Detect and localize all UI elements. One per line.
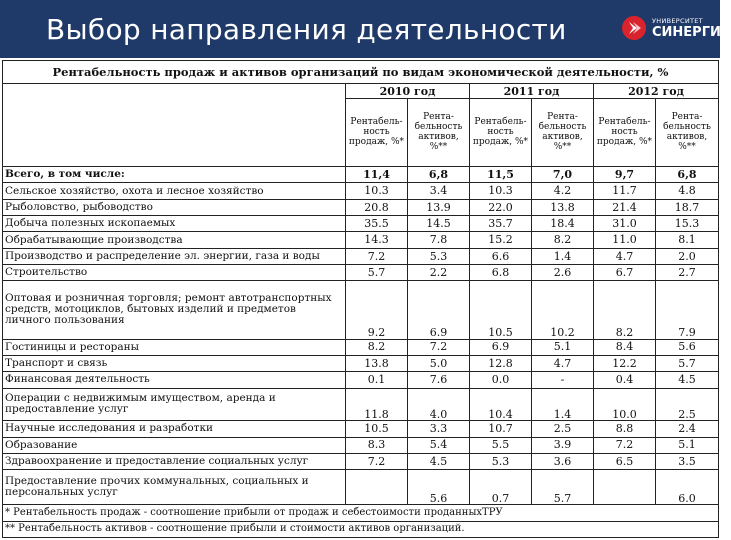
value-cell: 7.2 [346, 248, 408, 264]
value-cell: 10.3 [470, 183, 532, 199]
row-label: Строительство [3, 265, 346, 281]
value-cell: 6.5 [594, 453, 656, 469]
sub-header: Рента-бельность активов, %** [408, 99, 470, 167]
value-cell: 6.7 [594, 265, 656, 281]
row-label: Обрабатывающие производства [3, 232, 346, 248]
value-cell: 6.9 [408, 281, 470, 339]
value-cell: 11.7 [594, 183, 656, 199]
value-cell: 5.1 [656, 437, 719, 453]
value-cell: 7.9 [656, 281, 719, 339]
value-cell: 11,4 [346, 167, 408, 183]
row-label: Научные исследования и разработки [3, 421, 346, 437]
value-cell: 2.2 [408, 265, 470, 281]
value-cell: 8.8 [594, 421, 656, 437]
value-cell [346, 470, 408, 505]
value-cell: 0.4 [594, 372, 656, 388]
row-label: Производство и распределение эл. энергии, газа и воды [3, 248, 346, 264]
value-cell: 13.8 [346, 355, 408, 371]
sub-header: Рента-бельность активов, %** [656, 99, 719, 167]
value-cell: 2.5 [532, 421, 594, 437]
table-row [3, 265, 719, 281]
value-cell: 7.2 [594, 437, 656, 453]
value-cell: 5.4 [408, 437, 470, 453]
value-cell: 10.3 [346, 183, 408, 199]
sub-header: Рента-бельность активов, %** [532, 99, 594, 167]
footnote-row [3, 521, 719, 537]
table-title-row [3, 61, 719, 84]
value-cell: 5.6 [656, 339, 719, 355]
row-label: Оптовая и розничная торговля; ремонт автотранспортных средств, мотоциклов, бытовых изделий и предметов личного пользования [3, 281, 346, 339]
value-cell: 5.7 [346, 265, 408, 281]
value-cell: 1.4 [532, 248, 594, 264]
table-row [3, 470, 719, 505]
table-row [3, 167, 719, 183]
value-cell: 5.5 [470, 437, 532, 453]
value-cell: 7.8 [408, 232, 470, 248]
value-cell: 5.3 [470, 453, 532, 469]
value-cell: 9,7 [594, 167, 656, 183]
value-cell [594, 470, 656, 505]
value-cell: 7,0 [532, 167, 594, 183]
synergy-logo-icon [622, 16, 646, 40]
year-header-row [3, 84, 719, 99]
value-cell: 6,8 [656, 167, 719, 183]
sub-header: Рентабель-ность продаж, %* [346, 99, 408, 167]
value-cell: 4.7 [594, 248, 656, 264]
table-row [3, 355, 719, 371]
table-row [3, 216, 719, 232]
row-label: Операции с недвижимым имуществом, аренда и предоставление услуг [3, 388, 346, 421]
row-label: Всего, в том числе: [3, 167, 346, 183]
row-label: Рыболовство, рыбоводство [3, 199, 346, 215]
value-cell: 7.2 [346, 453, 408, 469]
sub-header: Рентабель-ность продаж, %* [470, 99, 532, 167]
value-cell: 4.2 [532, 183, 594, 199]
value-cell: 4.5 [656, 372, 719, 388]
row-label: Гостиницы и рестораны [3, 339, 346, 355]
value-cell: 18.4 [532, 216, 594, 232]
value-cell: 35.7 [470, 216, 532, 232]
value-cell: 11.0 [594, 232, 656, 248]
table-row [3, 339, 719, 355]
value-cell: 6.8 [470, 265, 532, 281]
title-bar [0, 0, 731, 58]
value-cell: 10.4 [470, 388, 532, 421]
value-cell: 3.9 [532, 437, 594, 453]
table-row [3, 388, 719, 421]
value-cell: 8.1 [656, 232, 719, 248]
row-label: Финансовая деятельность [3, 372, 346, 388]
value-cell: 18.7 [656, 199, 719, 215]
row-label: Транспорт и связь [3, 355, 346, 371]
year-header: 2011 год [470, 84, 594, 99]
value-cell: 11,5 [470, 167, 532, 183]
value-cell: 0.1 [346, 372, 408, 388]
value-cell: 4.8 [656, 183, 719, 199]
value-cell: 10.5 [346, 421, 408, 437]
value-cell: 2.7 [656, 265, 719, 281]
value-cell: 6.9 [470, 339, 532, 355]
value-cell: 10.5 [470, 281, 532, 339]
value-cell: 22.0 [470, 199, 532, 215]
table-row [3, 183, 719, 199]
value-cell: 31.0 [594, 216, 656, 232]
value-cell: - [532, 372, 594, 388]
value-cell: 35.5 [346, 216, 408, 232]
year-header: 2012 год [594, 84, 719, 99]
table-row [3, 199, 719, 215]
value-cell: 2.4 [656, 421, 719, 437]
label-header-cell [3, 84, 346, 167]
value-cell: 10.2 [532, 281, 594, 339]
value-cell: 13.9 [408, 199, 470, 215]
value-cell: 7.6 [408, 372, 470, 388]
row-label: Здравоохранение и предоставление социальных услуг [3, 453, 346, 469]
table-row [3, 437, 719, 453]
table-row [3, 372, 719, 388]
value-cell: 8.3 [346, 437, 408, 453]
value-cell: 4.7 [532, 355, 594, 371]
value-cell: 11.8 [346, 388, 408, 421]
value-cell: 14.5 [408, 216, 470, 232]
value-cell: 7.2 [408, 339, 470, 355]
logo-name: СИНЕРГИЯ [652, 25, 731, 40]
value-cell: 12.8 [470, 355, 532, 371]
table-row [3, 248, 719, 264]
year-header: 2010 год [346, 84, 470, 99]
value-cell: 9.2 [346, 281, 408, 339]
value-cell: 15.3 [656, 216, 719, 232]
table-row [3, 421, 719, 437]
footnote-row [3, 505, 719, 521]
row-label: Сельское хозяйство, охота и лесное хозяйство [3, 183, 346, 199]
sub-header: Рентабель-ность продаж, %* [594, 99, 656, 167]
value-cell: 5.0 [408, 355, 470, 371]
value-cell: 8.2 [532, 232, 594, 248]
value-cell: 0.0 [470, 372, 532, 388]
value-cell: 4.5 [408, 453, 470, 469]
value-cell: 5.7 [656, 355, 719, 371]
value-cell: 15.2 [470, 232, 532, 248]
value-cell: 3.3 [408, 421, 470, 437]
value-cell: 3.5 [656, 453, 719, 469]
value-cell: 6,8 [408, 167, 470, 183]
value-cell: 6.0 [656, 470, 719, 505]
value-cell: 14.3 [346, 232, 408, 248]
value-cell: 0.7 [470, 470, 532, 505]
value-cell: 3.6 [532, 453, 594, 469]
value-cell: 5.6 [408, 470, 470, 505]
value-cell: 5.7 [532, 470, 594, 505]
row-label: Добыча полезных ископаемых [3, 216, 346, 232]
value-cell: 8.2 [346, 339, 408, 355]
value-cell: 10.7 [470, 421, 532, 437]
document-table-scan [2, 60, 718, 538]
table-row [3, 453, 719, 469]
value-cell: 1.4 [532, 388, 594, 421]
value-cell: 21.4 [594, 199, 656, 215]
value-cell: 13.8 [532, 199, 594, 215]
value-cell: 12.2 [594, 355, 656, 371]
profitability-table [2, 60, 719, 538]
value-cell: 8.2 [594, 281, 656, 339]
table-row [3, 281, 719, 339]
row-label: Предоставление прочих коммунальных, социальных и персональных услуг [3, 470, 346, 505]
value-cell: 6.6 [470, 248, 532, 264]
value-cell: 8.4 [594, 339, 656, 355]
logo-caption: УНИВЕРСИТЕТ [652, 17, 703, 25]
page-title: Выбор направления деятельности [46, 13, 567, 46]
university-logo [622, 16, 731, 42]
value-cell: 2.6 [532, 265, 594, 281]
footnote: * Рентабельность продаж - соотношение прибыли от продаж и себестоимости проданныхТРУ [3, 505, 719, 521]
value-cell: 10.0 [594, 388, 656, 421]
table-title: Рентабельность продаж и активов организаций по видам экономической деятельности, % [3, 61, 719, 84]
footnote: ** Рентабельность активов - соотношение прибыли и стоимости активов организаций. [3, 521, 719, 537]
value-cell: 3.4 [408, 183, 470, 199]
value-cell: 4.0 [408, 388, 470, 421]
value-cell: 2.0 [656, 248, 719, 264]
table-row [3, 232, 719, 248]
row-label: Образование [3, 437, 346, 453]
value-cell: 2.5 [656, 388, 719, 421]
value-cell: 20.8 [346, 199, 408, 215]
value-cell: 5.1 [532, 339, 594, 355]
value-cell: 5.3 [408, 248, 470, 264]
